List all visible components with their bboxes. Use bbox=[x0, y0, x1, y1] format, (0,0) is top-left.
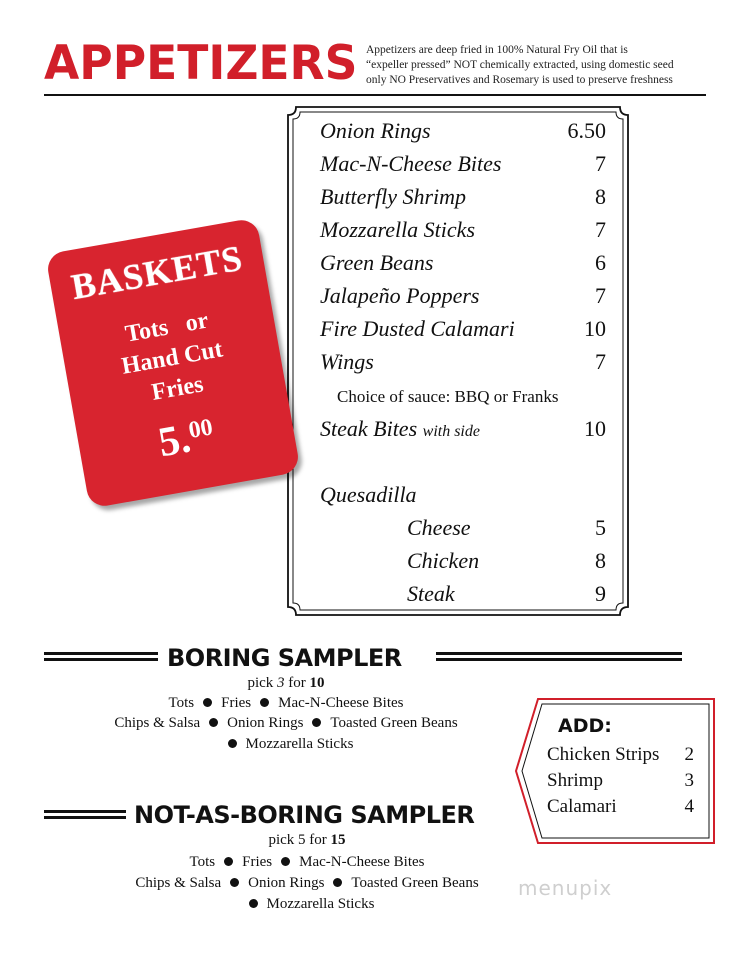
menu-item-price: 5 bbox=[595, 515, 606, 540]
menu-item-price: 8 bbox=[595, 184, 606, 209]
quesadilla-option: Steak bbox=[407, 581, 455, 606]
menu-item-name: Green Beans bbox=[320, 250, 434, 275]
bullet-icon bbox=[333, 878, 342, 887]
not-boring-sampler-pick bbox=[0, 833, 614, 848]
add-title: ADD: bbox=[558, 715, 612, 737]
header-divider bbox=[44, 94, 706, 96]
add-item-price: 3 bbox=[684, 770, 694, 791]
menu-item-name: Wings bbox=[320, 349, 374, 374]
sampler-option: Mac-N-Cheese Bites bbox=[278, 695, 404, 711]
baskets-price-cents: 00 bbox=[186, 414, 215, 445]
pick-prefix: pick bbox=[268, 832, 299, 848]
bullet-icon bbox=[228, 739, 237, 748]
baskets-card bbox=[45, 217, 301, 508]
page-title: APPETIZERS bbox=[44, 36, 358, 91]
sampler-rule-left bbox=[44, 652, 158, 664]
menu-item-price: 10 bbox=[584, 416, 606, 441]
sampler-option: Toasted Green Beans bbox=[330, 715, 458, 731]
baskets-line: Fries bbox=[149, 371, 206, 406]
menu-item-price: 9 bbox=[595, 581, 606, 606]
pick-price: 10 bbox=[309, 675, 325, 691]
steak-bites-suffix: with side bbox=[422, 423, 480, 440]
sampler-option: Fries bbox=[221, 695, 252, 711]
watermark: menupix bbox=[518, 876, 613, 900]
menu-item-price: 7 bbox=[595, 349, 606, 374]
add-item-price: 2 bbox=[684, 744, 694, 765]
boring-sampler-row bbox=[0, 716, 572, 731]
boring-sampler-row bbox=[0, 737, 572, 752]
sampler-option: Mac-N-Cheese Bites bbox=[299, 854, 425, 870]
bullet-icon bbox=[230, 878, 239, 887]
baskets-line: Hand Cut bbox=[119, 336, 225, 380]
header-note-line: only NO Preservatives and Rosemary is used to preserve freshness bbox=[366, 74, 673, 86]
quesadilla-option: Chicken bbox=[407, 548, 480, 573]
quesadilla-heading: Quesadilla bbox=[320, 482, 417, 507]
pick-middle: for bbox=[284, 675, 310, 691]
menu-item-price: 7 bbox=[595, 217, 606, 242]
add-item-name: Calamari bbox=[547, 796, 617, 817]
not-boring-sampler-row bbox=[0, 855, 614, 870]
sampler-option: Chips & Salsa bbox=[135, 875, 222, 891]
menu-item-name: Jalapeño Poppers bbox=[320, 283, 480, 308]
sampler-option: Onion Rings bbox=[227, 715, 304, 731]
pick-middle: for bbox=[305, 832, 331, 848]
sampler-option: Chips & Salsa bbox=[114, 715, 201, 731]
quesadilla-option: Cheese bbox=[407, 515, 471, 540]
header-note bbox=[366, 43, 706, 88]
add-item-name: Shrimp bbox=[547, 770, 603, 791]
sampler-option: Fries bbox=[242, 854, 273, 870]
pick-count: 5 bbox=[298, 832, 306, 848]
not-boring-sampler-title: NOT-AS-BORING SAMPLER bbox=[134, 801, 475, 829]
add-item-price: 4 bbox=[684, 796, 694, 817]
bullet-icon bbox=[209, 718, 218, 727]
bullet-icon bbox=[260, 698, 269, 707]
boring-sampler-row bbox=[0, 696, 572, 711]
menu-item-name: Fire Dusted Calamari bbox=[320, 316, 515, 341]
add-item-name: Chicken Strips bbox=[547, 744, 660, 765]
sampler-option: Onion Rings bbox=[248, 875, 325, 891]
header-note-line: Appetizers are deep fried in 100% Natural Fry Oil that is bbox=[366, 44, 628, 56]
pick-price: 15 bbox=[330, 832, 346, 848]
menu-item-price: 7 bbox=[595, 151, 606, 176]
menu-item-price: 8 bbox=[595, 548, 606, 573]
bullet-icon bbox=[203, 698, 212, 707]
wings-sauce-note: Choice of sauce: BBQ or Franks bbox=[337, 387, 559, 406]
menu-item-name bbox=[320, 418, 480, 440]
pick-count: 3 bbox=[277, 675, 285, 691]
bullet-icon bbox=[249, 899, 258, 908]
sampler-option: Mozzarella Sticks bbox=[266, 896, 375, 912]
menu-item-name: Mac-N-Cheese Bites bbox=[320, 151, 502, 176]
menu-item-price: 10 bbox=[584, 316, 606, 341]
header-note-line: “expeller pressed” NOT chemically extracted, using domestic seed bbox=[366, 59, 674, 71]
boring-sampler-title: BORING SAMPLER bbox=[167, 644, 402, 672]
steak-bites-name: Steak Bites bbox=[320, 416, 418, 441]
baskets-title: BASKETS bbox=[68, 237, 246, 308]
baskets-price-main: 5. bbox=[155, 415, 195, 467]
sampler-option: Mozzarella Sticks bbox=[245, 736, 354, 752]
bullet-icon bbox=[281, 857, 290, 866]
menu-item-name: Mozzarella Sticks bbox=[320, 217, 475, 242]
sampler-rule-right bbox=[436, 652, 682, 664]
pick-prefix: pick bbox=[247, 675, 278, 691]
sampler-rule-left bbox=[44, 810, 126, 822]
menu-item-name: Butterfly Shrimp bbox=[320, 184, 467, 209]
sampler-option: Tots bbox=[168, 695, 195, 711]
bullet-icon bbox=[312, 718, 321, 727]
sampler-option: Tots bbox=[189, 854, 216, 870]
menu-item-name: Onion Rings bbox=[320, 118, 431, 143]
menu-item-price: 6.50 bbox=[567, 118, 606, 143]
menu-item-price: 6 bbox=[595, 250, 606, 275]
menu-item-price: 7 bbox=[595, 283, 606, 308]
bullet-icon bbox=[224, 857, 233, 866]
baskets-line: Tots or bbox=[123, 307, 211, 348]
sampler-option: Toasted Green Beans bbox=[351, 875, 479, 891]
boring-sampler-pick bbox=[0, 676, 572, 691]
